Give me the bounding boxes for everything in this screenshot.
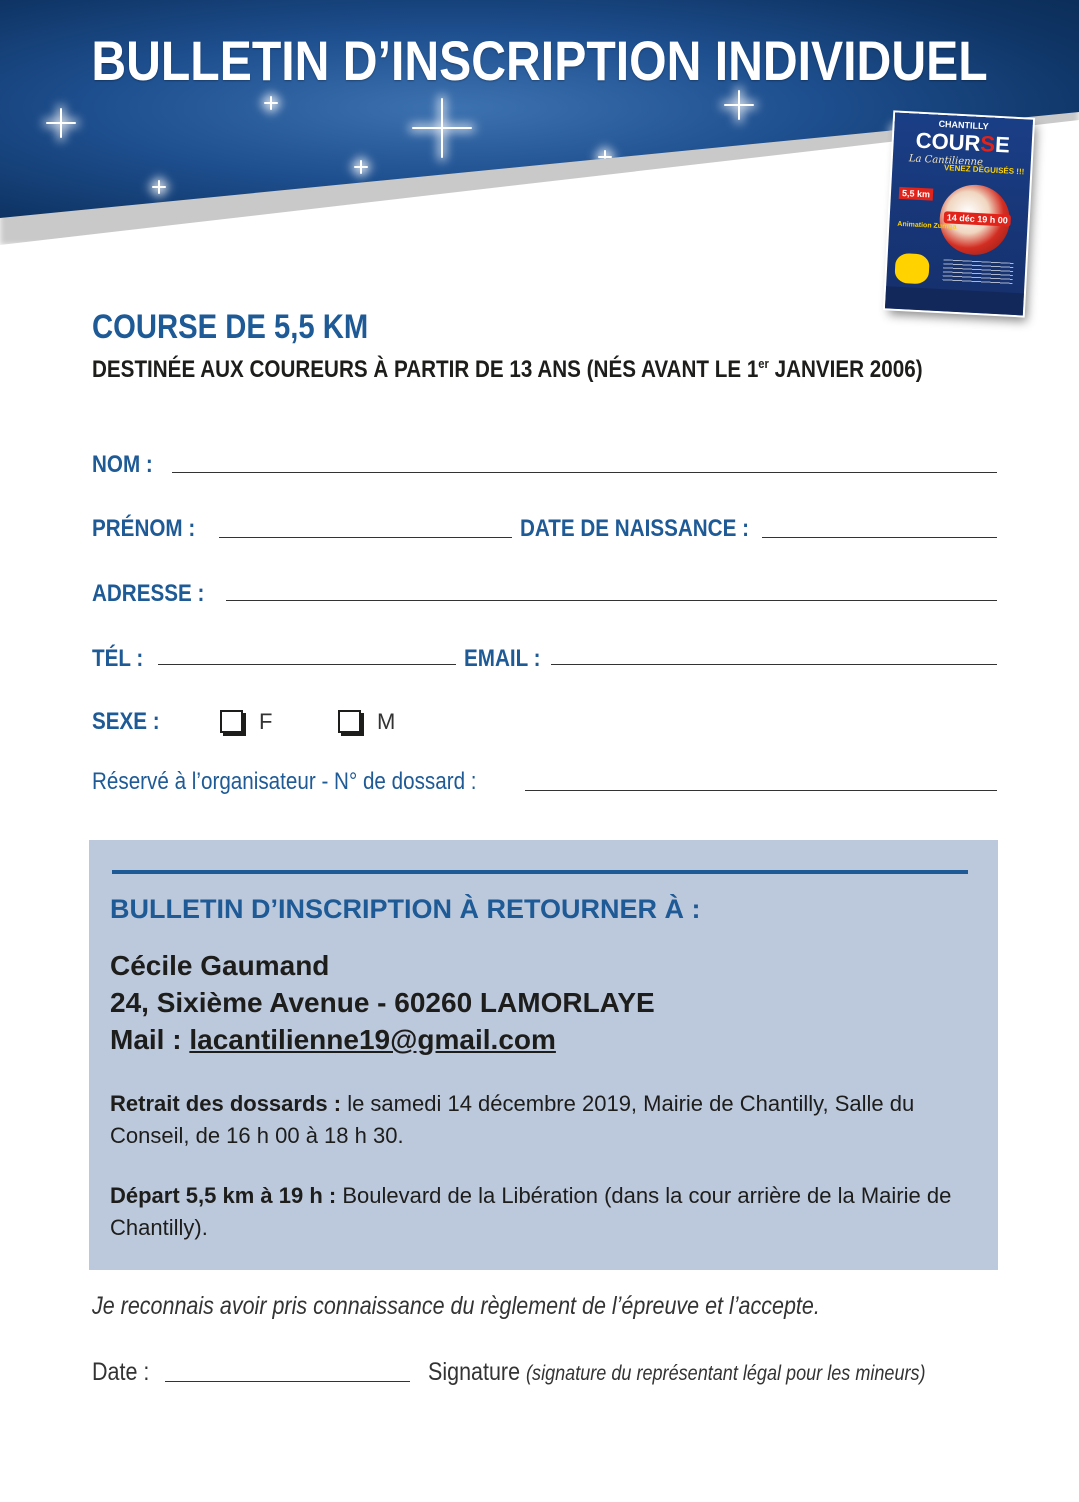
contact-mail: Mail : lacantilienne19@gmail.com — [110, 1024, 556, 1055]
return-box-rule — [112, 870, 968, 874]
nom-label: NOM : — [92, 451, 153, 478]
race-eligibility: DESTINÉE AUX COUREURS À PARTIR DE 13 ANS (NÉS AVANT LE 1er JANVIER 2006) — [92, 356, 923, 383]
prenom-field[interactable] — [219, 537, 512, 538]
adresse-label: ADRESSE : — [92, 580, 205, 607]
signature-note: (signature du représentant légal pour les mineurs) — [526, 1362, 926, 1385]
poster-distance: 5,5 km — [899, 187, 934, 201]
star-icon — [354, 160, 368, 174]
event-poster-image — [885, 113, 1033, 316]
race-heading: COURSE DE 5,5 KM — [92, 308, 369, 346]
poster-fine-print — [942, 259, 1013, 285]
tel-field[interactable] — [158, 664, 456, 665]
contact-address: 24, Sixième Avenue - 60260 LAMORLAYE — [110, 987, 655, 1018]
naissance-label: DATE DE NAISSANCE : — [520, 515, 749, 542]
star-icon — [724, 90, 754, 120]
nom-field[interactable] — [172, 472, 997, 473]
naissance-field[interactable] — [762, 537, 997, 538]
email-link[interactable]: lacantilienne19@gmail.com — [189, 1024, 556, 1055]
signature-label: Signature (signature du représentant légal pour les mineurs) — [428, 1358, 926, 1386]
poster-title: COURSE — [915, 127, 1011, 158]
star-icon — [152, 180, 166, 194]
poster-burst-badge — [894, 253, 930, 285]
sexe-f-label: F — [259, 709, 273, 734]
email-field[interactable] — [551, 664, 997, 665]
poster-date: 14 déc 19 h 00 — [943, 211, 1011, 226]
poster-city: CHANTILLY — [938, 118, 989, 132]
depart-info: Départ 5,5 km à 19 h : Boulevard de la Libération (dans la cour arrière de la Mairie de Chantilly). — [110, 1183, 952, 1240]
star-icon — [46, 108, 76, 138]
retrait-info: Retrait des dossards : le samedi 14 décembre 2019, Mairie de Chantilly, Salle du Conseil, de 16 h 00 à 18 h 30. — [110, 1091, 915, 1148]
sexe-m-checkbox[interactable] — [338, 710, 361, 733]
sexe-m-label: M — [377, 709, 396, 734]
star-icon — [412, 98, 472, 158]
acceptance-statement: Je reconnais avoir pris connaissance du règlement de l’épreuve et l’accepte. — [92, 1292, 820, 1320]
dossard-field[interactable] — [525, 790, 997, 791]
star-icon — [264, 96, 278, 110]
sexe-label: SEXE : — [92, 708, 160, 735]
return-box-title: BULLETIN D’INSCRIPTION À RETOURNER À : — [110, 894, 701, 924]
poster-tagline: VENEZ DÉGUISÉS !!! — [943, 163, 1025, 177]
reserve-label: Réservé à l’organisateur - N° de dossard : — [92, 768, 477, 795]
prenom-label: PRÉNOM : — [92, 515, 196, 542]
date-field[interactable] — [165, 1381, 410, 1382]
date-label: Date : — [92, 1358, 150, 1386]
email-label: EMAIL : — [464, 645, 541, 672]
contact-name: Cécile Gaumand — [110, 950, 330, 981]
page-title: BULLETIN D’INSCRIPTION INDIVIDUEL — [91, 29, 988, 92]
adresse-field[interactable] — [226, 600, 997, 601]
sexe-f-checkbox[interactable] — [220, 710, 243, 733]
poster-subtitle: La Cantilienne — [908, 153, 984, 169]
tel-label: TÉL : — [92, 645, 144, 672]
poster-footer-logos — [885, 286, 1024, 315]
poster-animation: Animation Zumba — [897, 220, 957, 231]
